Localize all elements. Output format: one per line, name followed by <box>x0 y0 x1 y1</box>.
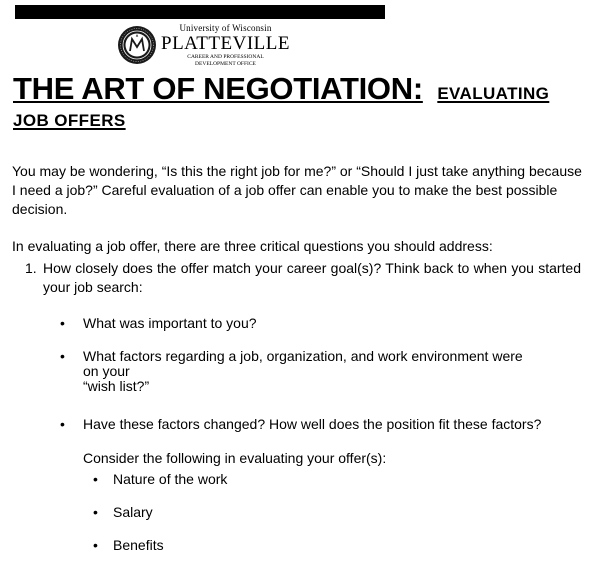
bullet-item-2-line-1: What factors regarding a job, organization, and work environment were <box>83 348 523 364</box>
header-black-bar <box>15 5 385 19</box>
lead-paragraph: In evaluating a job offer, there are three critical questions you should address: <box>12 238 493 254</box>
bullet-item-2-line-2: on your <box>83 363 130 379</box>
consider-item-nature-of-work: Nature of the work <box>113 471 228 487</box>
sub-bullet-symbol: • <box>93 471 98 487</box>
consider-item-salary: Salary <box>113 504 153 520</box>
bullet-symbol: • <box>60 315 65 331</box>
bullet-symbol: • <box>60 348 65 364</box>
sub-bullet-symbol: • <box>93 537 98 553</box>
question-1-text: How closely does the offer match your career goal(s)? Think back to when you started your job search: <box>43 260 581 295</box>
page-title-sub-part-1: EVALUATING <box>437 84 550 103</box>
question-1-number: 1. <box>25 260 37 276</box>
logo-office-line-2: DEVELOPMENT OFFICE <box>195 60 256 67</box>
intro-paragraph: You may be wondering, “Is this the right job for me?” or “Should I just take anything because I need a job?” Careful evaluation of a job offer can enable you to make the best possible decision. <box>12 163 582 217</box>
bullet-item-1: What was important to you? <box>83 315 257 331</box>
page-title-main: THE ART OF NEGOTIATION: <box>13 71 423 106</box>
page-title-sub-part-2: JOB OFFERS <box>13 111 126 130</box>
university-seal-icon <box>117 25 157 65</box>
logo-university-line: University of Wisconsin <box>179 23 272 34</box>
bullet-symbol: • <box>60 416 65 432</box>
university-logo <box>117 23 290 67</box>
logo-campus-name: PLATTEVILLE <box>161 33 290 55</box>
bullet-item-2-line-3: “wish list?” <box>83 378 150 394</box>
consider-lead: Consider the following in evaluating your offer(s): <box>83 450 387 466</box>
consider-item-benefits: Benefits <box>113 537 164 553</box>
sub-bullet-symbol: • <box>93 504 98 520</box>
logo-office-line-1: CAREER AND PROFESSIONAL <box>187 54 264 61</box>
logo-wordmark <box>161 23 290 66</box>
page-title <box>13 71 588 107</box>
bullet-item-3: Have these factors changed? How well does the position fit these factors? <box>83 416 542 432</box>
